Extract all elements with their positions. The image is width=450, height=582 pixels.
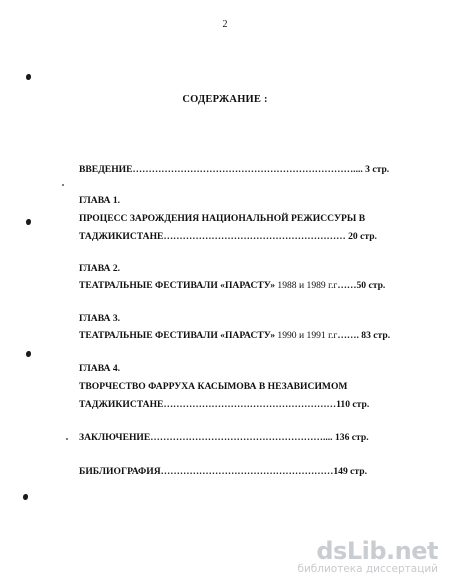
toc-introduction: ВВЕДЕНИЕ…………………………………………………………….... 3 стр. bbox=[79, 164, 390, 175]
toc-chapter-4-title-line-2: ТАДЖИКИСТАНЕ………………………………………………110 стр. bbox=[79, 399, 370, 410]
toc-chapter-4-title-line-1: ТВОРЧЕСТВО ФАРРУХА КАСЫМОВА В НЕЗАВИСИМОМ bbox=[79, 381, 348, 392]
toc-bibliography: БИБЛИОГРАФИЯ………………………………………………149 стр. bbox=[79, 466, 367, 477]
toc-chapter-1-title-line-1: ПРОЦЕСС ЗАРОЖДЕНИЯ НАЦИОНАЛЬНОЙ РЕЖИССУРЫ В bbox=[79, 213, 366, 224]
contents-heading: СОДЕРЖАНИЕ : bbox=[182, 94, 268, 105]
watermark bbox=[297, 539, 438, 576]
watermark-subtitle: библиотека диссертаций bbox=[297, 563, 438, 575]
toc-chapter-2-years: 1988 и 1989 г.г bbox=[275, 280, 338, 291]
toc-chapter-4-label: ГЛАВА 4. bbox=[79, 363, 121, 374]
watermark-logo: dsLib.net bbox=[316, 537, 438, 565]
toc-chapter-2-label: ГЛАВА 2. bbox=[79, 263, 121, 274]
scan-mark bbox=[26, 74, 31, 80]
toc-conclusion: ЗАКЛЮЧЕНИЕ……………………………………………….... 136 стр. bbox=[79, 432, 369, 443]
scan-mark bbox=[26, 351, 31, 357]
toc-chapter-2-text: ТЕАТРАЛЬНЫЕ ФЕСТИВАЛИ «ПАРАСТУ» bbox=[79, 280, 276, 291]
toc-chapter-3-label: ГЛАВА 3. bbox=[79, 313, 121, 324]
toc-chapter-2-pages: ……50 стр. bbox=[337, 280, 386, 291]
scan-mark bbox=[26, 219, 31, 225]
toc-chapter-2-title bbox=[79, 280, 385, 292]
toc-chapter-1-label: ГЛАВА 1. bbox=[79, 195, 121, 206]
toc-chapter-3-title bbox=[79, 330, 390, 342]
toc-chapter-1-title-line-2: ТАДЖИКИСТАНЕ………………………………………………… 20 стр. bbox=[79, 231, 377, 242]
toc-chapter-3-pages: ……. 83 стр. bbox=[337, 330, 391, 341]
scan-speck bbox=[66, 438, 68, 440]
toc-chapter-3-text: ТЕАТРАЛЬНЫЕ ФЕСТИВАЛИ «ПАРАСТУ» bbox=[79, 330, 276, 341]
scan-mark bbox=[23, 494, 28, 500]
toc-chapter-3-years: 1990 и 1991 г.г bbox=[275, 330, 338, 341]
scan-speck bbox=[62, 184, 64, 186]
page-number: 2 bbox=[222, 19, 228, 30]
